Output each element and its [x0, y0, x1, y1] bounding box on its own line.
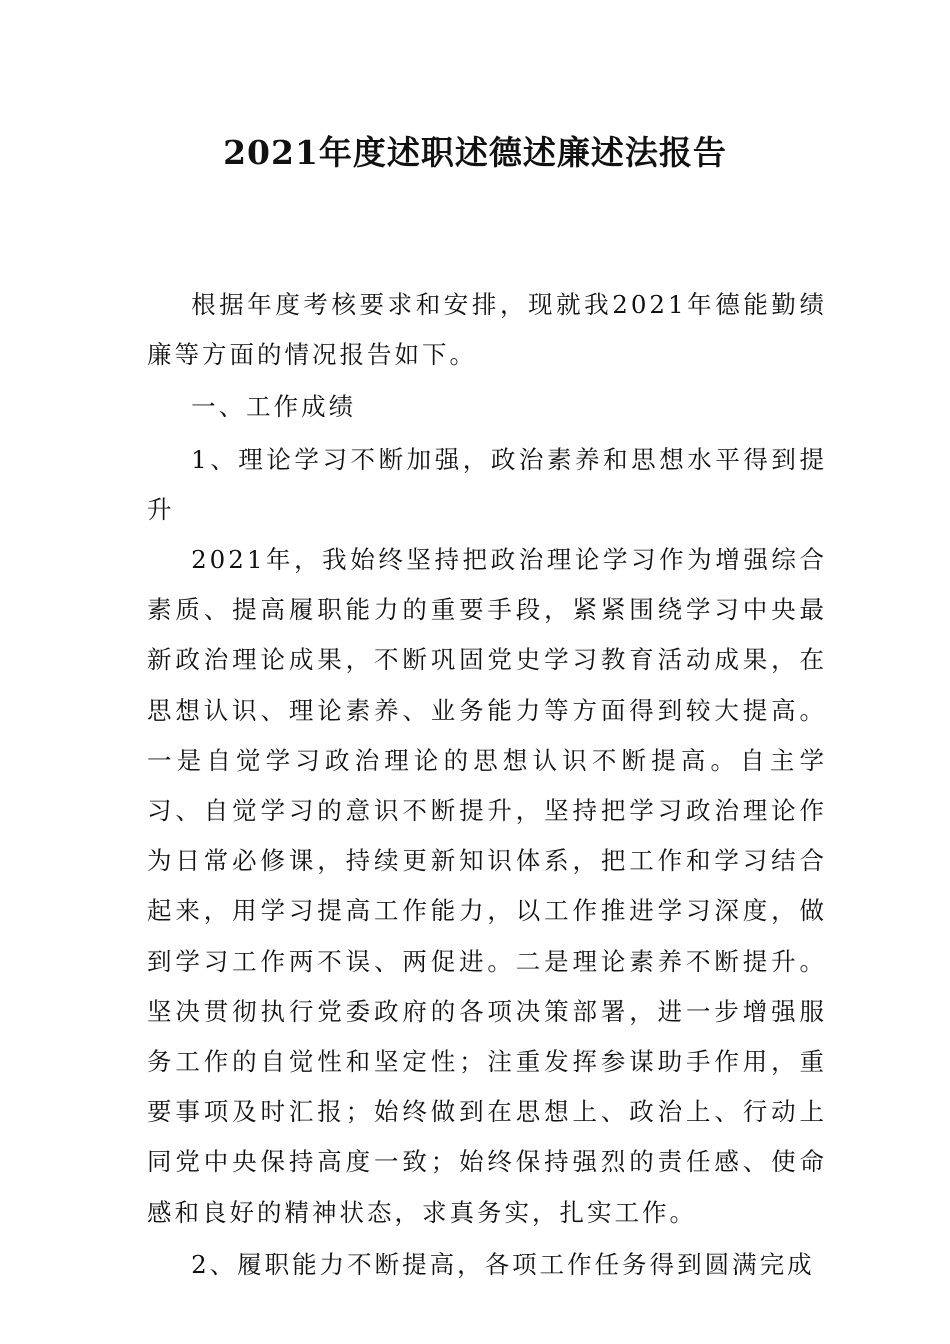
subheading-theory-study: 1、理论学习不断加强，政治素养和思想水平得到提升: [147, 444, 827, 524]
theory-study-paragraph: 2021年，我始终坚持把政治理论学习作为增强综合素质、提高履职能力的重要手段，紧紧围绕学习中央最新政治理论成果，不断巩固党史学习教育活动成果，在思想认识、理论素养、业务能力等方面得到较大提高。一是自觉学习政治理论的思想认识不断提高。自主学习、自觉学习的意识不断提升，坚持把学习政治理论作为日常必修课，持续更新知识体系，把工作和学习结合起来，用学习提高工作能力，以工作推进学习深度，做到学习工作两不误、两促进。二是理论素养不断提升。坚决贯彻执行党委政府的各项决策部署，进一步增强服务工作的自觉性和坚定性；注重发挥参谋助手作用，重要事项及时汇报；始终做到在思想上、政治上、行动上同党中央保持高度一致；始终保持强烈的责任感、使命感和良好的精神状态，求真务实，扎实工作。: [147, 545, 827, 1227]
document-body: [147, 280, 827, 1290]
subheading-duty-performance: 2、履职能力不断提高，各项工作任务得到圆满完成: [191, 1249, 815, 1279]
document-title: 2021年度述职述德述廉述法报告: [223, 133, 727, 172]
intro-paragraph: 根据年度考核要求和安排，现就我2021年德能勤绩廉等方面的情况报告如下。: [147, 290, 827, 370]
section-heading-work-results: 一、工作成绩: [191, 392, 357, 422]
